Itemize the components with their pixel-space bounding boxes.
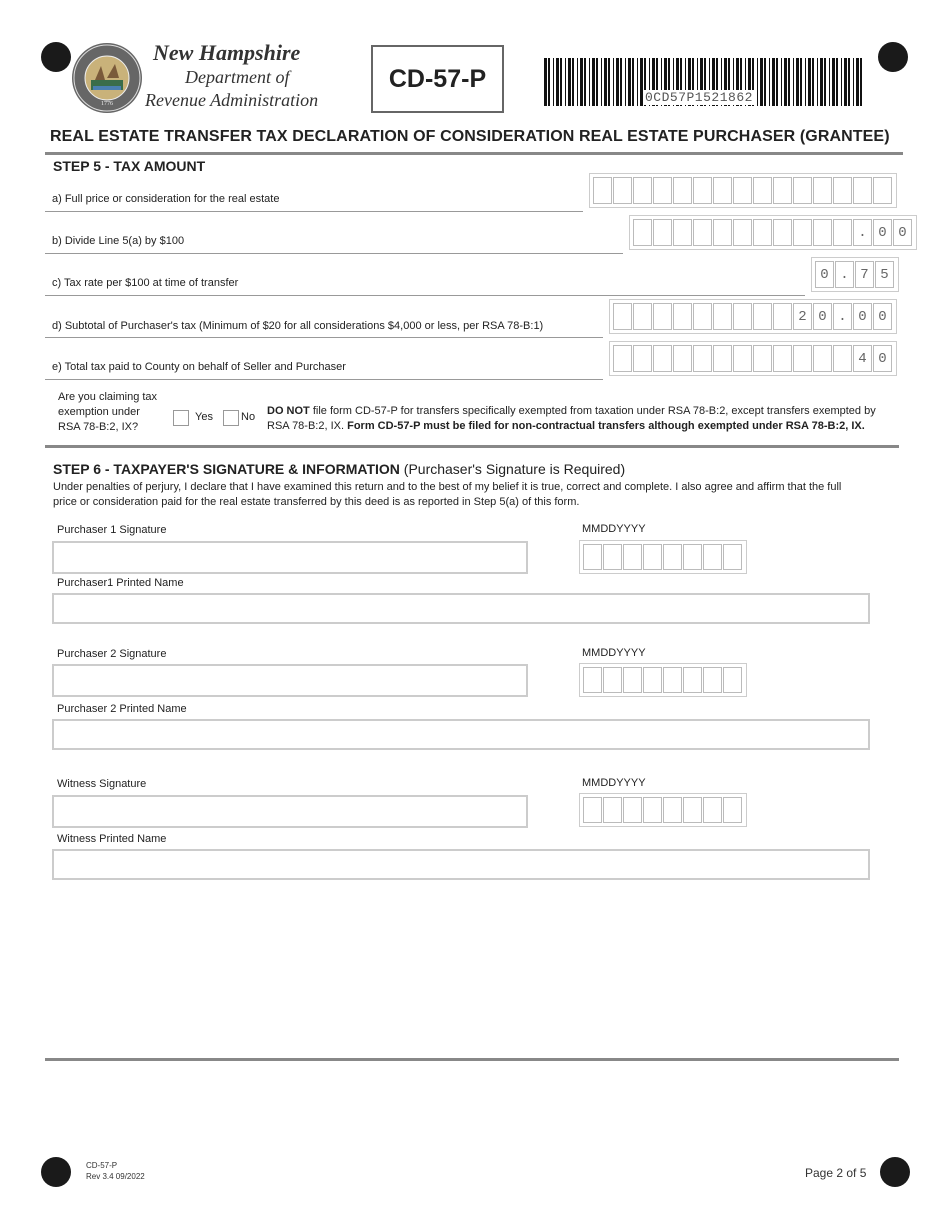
line5-total-tax-label: e) Total tax paid to County on behalf of Seller and Purchaser [52, 361, 346, 373]
witness-name-field[interactable] [52, 849, 870, 880]
date-digit-cell [623, 544, 642, 570]
purchaser2-date-label: MMDDYYYY [582, 647, 646, 659]
date-digit-cell [623, 797, 642, 823]
purchaser2-name-field[interactable] [52, 719, 870, 750]
digit-cell [853, 177, 872, 204]
line5-divide-by-100-underline [45, 253, 623, 254]
digit-cell [673, 219, 692, 246]
footer-form-id: CD-57-P [86, 1161, 118, 1170]
digit-cell [653, 345, 672, 372]
exemption-no-checkbox[interactable] [223, 410, 239, 426]
digit-cell [753, 219, 772, 246]
digit-cell [673, 177, 692, 204]
date-digit-cell [663, 667, 682, 693]
registration-mark-top-left [41, 42, 71, 72]
date-digit-cell [603, 797, 622, 823]
step6-heading: STEP 6 - TAXPAYER'S SIGNATURE & INFORMATION [53, 461, 400, 477]
digit-cell [833, 219, 852, 246]
purchaser1-name-field[interactable] [52, 593, 870, 624]
date-digit-cell [703, 544, 722, 570]
digit-cell [693, 345, 712, 372]
digit-cell [613, 345, 632, 372]
date-digit-cell [583, 667, 602, 693]
line5-tax-rate-label: c) Tax rate per $100 at time of transfer [52, 277, 239, 289]
digit-cell [713, 219, 732, 246]
footer-revision: Rev 3.4 09/2022 [86, 1172, 145, 1181]
digit-cell [673, 345, 692, 372]
date-digit-cell [663, 797, 682, 823]
digit-cell [713, 177, 732, 204]
exemption-yes-checkbox[interactable] [173, 410, 189, 426]
declaration-line1: Under penalties of perjury, I declare that I have examined this return and to the best of my belief it is true, correct and complete. I also agree and affirm that the full [53, 481, 842, 493]
exemption-note-bold2: Form CD-57-P must be filed for non-contractual transfers although exempted under RSA 78-B:2, IX. [347, 420, 865, 432]
digit-cell [713, 345, 732, 372]
department-line-2: Revenue Administration [145, 90, 319, 110]
purchaser1-signature-label: Purchaser 1 Signature [57, 524, 167, 536]
digit-cell [833, 345, 852, 372]
line5-total-tax-underline [45, 379, 603, 380]
digit-cell [633, 345, 652, 372]
line5-tax-rate-underline [45, 295, 805, 296]
step6-heading-line [53, 461, 625, 477]
witness-signature-field[interactable] [52, 795, 528, 828]
line5-subtotal-label: d) Subtotal of Purchaser's tax (Minimum of $20 for all considerations $4,000 or less, per RSA 78-B:1) [52, 320, 544, 332]
purchaser2-signature-field[interactable] [52, 664, 528, 697]
line5-full-price-field[interactable] [589, 173, 897, 208]
barcode-number: 0CD57P1521862 [645, 90, 753, 105]
state-name: New Hampshire [153, 40, 301, 65]
digit-cell [713, 303, 732, 330]
purchaser2-name-label: Purchaser 2 Printed Name [57, 703, 187, 715]
witness-signature-label: Witness Signature [57, 778, 147, 790]
department-line-1: Department of [185, 67, 290, 87]
digit-cell [733, 177, 752, 204]
digit-cell: 4 [853, 345, 872, 372]
digit-cell: . [835, 261, 854, 288]
digit-cell [693, 177, 712, 204]
digit-cell [873, 177, 892, 204]
digit-cell: 0 [813, 303, 832, 330]
exemption-note-text1: file form CD-57-P for transfers specifically exempted from taxation under RSA 78-B:2, except transfers exempted by [309, 405, 876, 417]
step6-heading-note: (Purchaser's Signature is Required) [403, 461, 626, 477]
digit-cell [653, 303, 672, 330]
digit-cell [793, 177, 812, 204]
witness-name-label: Witness Printed Name [57, 833, 167, 845]
date-digit-cell [723, 797, 742, 823]
digit-cell [593, 177, 612, 204]
exemption-note-line1 [267, 405, 876, 417]
line5-divide-by-100-label: b) Divide Line 5(a) by $100 [52, 235, 185, 247]
digit-cell [813, 177, 832, 204]
digit-cell [793, 219, 812, 246]
digit-cell [633, 177, 652, 204]
line5-full-price-label: a) Full price or consideration for the real estate [52, 193, 280, 205]
purchaser1-signature-field[interactable] [52, 541, 528, 574]
purchaser1-date-field[interactable] [579, 540, 747, 574]
digit-cell [773, 177, 792, 204]
digit-cell [653, 177, 672, 204]
digit-cell [693, 219, 712, 246]
date-digit-cell [603, 667, 622, 693]
form-id: CD-57-P [371, 45, 504, 113]
digit-cell [733, 303, 752, 330]
digit-cell [773, 303, 792, 330]
purchaser1-name-label: Purchaser1 Printed Name [57, 577, 184, 589]
digit-cell: 5 [875, 261, 894, 288]
state-seal-icon [71, 42, 143, 114]
date-digit-cell [703, 667, 722, 693]
declaration-line2: price or consideration paid for the real estate transferred by this deed is as reported in Step 5(a) of this form. [53, 496, 580, 508]
date-digit-cell [643, 797, 662, 823]
date-digit-cell [683, 797, 702, 823]
registration-mark-bottom-left [41, 1157, 71, 1187]
digit-cell [613, 303, 632, 330]
date-digit-cell [623, 667, 642, 693]
digit-cell: 0 [853, 303, 872, 330]
date-digit-cell [723, 544, 742, 570]
date-digit-cell [663, 544, 682, 570]
date-digit-cell [603, 544, 622, 570]
digit-cell [753, 303, 772, 330]
svg-text:1776: 1776 [101, 101, 113, 107]
purchaser2-date-field[interactable] [579, 663, 747, 697]
digit-cell: 0 [815, 261, 834, 288]
exemption-yes-label: Yes [195, 411, 213, 423]
form-title: REAL ESTATE TRANSFER TAX DECLARATION OF CONSIDERATION REAL ESTATE PURCHASER (GRANTEE) [50, 128, 890, 145]
digit-cell [653, 219, 672, 246]
date-digit-cell [643, 667, 662, 693]
registration-mark-top-right [878, 42, 908, 72]
date-digit-cell [703, 797, 722, 823]
digit-cell [673, 303, 692, 330]
line5-subtotal-field[interactable] [609, 299, 897, 334]
line5-total-tax-field[interactable] [609, 341, 897, 376]
bottom-rule [45, 1058, 899, 1061]
digit-cell [613, 177, 632, 204]
exemption-question-line2: exemption under [58, 406, 140, 418]
exemption-note-text2: RSA 78-B:2, IX. [267, 420, 348, 432]
date-digit-cell [683, 667, 702, 693]
line5-subtotal-underline [45, 337, 603, 338]
digit-cell [833, 177, 852, 204]
exemption-note-bold1: DO NOT [267, 405, 310, 417]
digit-cell: 7 [855, 261, 874, 288]
digit-cell [693, 303, 712, 330]
digit-cell [813, 345, 832, 372]
exemption-question-line1: Are you claiming tax [58, 391, 158, 403]
digit-cell [633, 303, 652, 330]
purchaser1-date-label: MMDDYYYY [582, 523, 646, 535]
digit-cell: 0 [873, 345, 892, 372]
exemption-question-line3: RSA 78-B:2, IX? [58, 421, 139, 433]
line5-tax-rate-field[interactable] [811, 257, 899, 292]
date-digit-cell [683, 544, 702, 570]
purchaser2-signature-label: Purchaser 2 Signature [57, 648, 167, 660]
step5-heading: STEP 5 - TAX AMOUNT [53, 158, 206, 174]
date-digit-cell [723, 667, 742, 693]
digit-cell [633, 219, 652, 246]
step5-rule [45, 445, 899, 448]
digit-cell [773, 345, 792, 372]
digit-cell [813, 219, 832, 246]
digit-cell: . [853, 219, 872, 246]
digit-cell [733, 345, 752, 372]
digit-cell [753, 177, 772, 204]
digit-cell: . [833, 303, 852, 330]
witness-date-field[interactable] [579, 793, 747, 827]
page-number: Page 2 of 5 [805, 1166, 867, 1180]
exemption-no-label: No [241, 411, 256, 423]
title-rule [45, 152, 903, 155]
digit-cell: 0 [893, 219, 912, 246]
digit-cell: 2 [793, 303, 812, 330]
line5-divide-by-100-field[interactable] [629, 215, 917, 250]
digit-cell [793, 345, 812, 372]
date-digit-cell [583, 797, 602, 823]
witness-date-label: MMDDYYYY [582, 777, 646, 789]
line5-full-price-underline [45, 211, 583, 212]
registration-mark-bottom-right [880, 1157, 910, 1187]
digit-cell: 0 [873, 219, 892, 246]
exemption-note-line2 [267, 420, 865, 432]
digit-cell [773, 219, 792, 246]
digit-cell [753, 345, 772, 372]
digit-cell [733, 219, 752, 246]
date-digit-cell [583, 544, 602, 570]
date-digit-cell [643, 544, 662, 570]
digit-cell: 0 [873, 303, 892, 330]
